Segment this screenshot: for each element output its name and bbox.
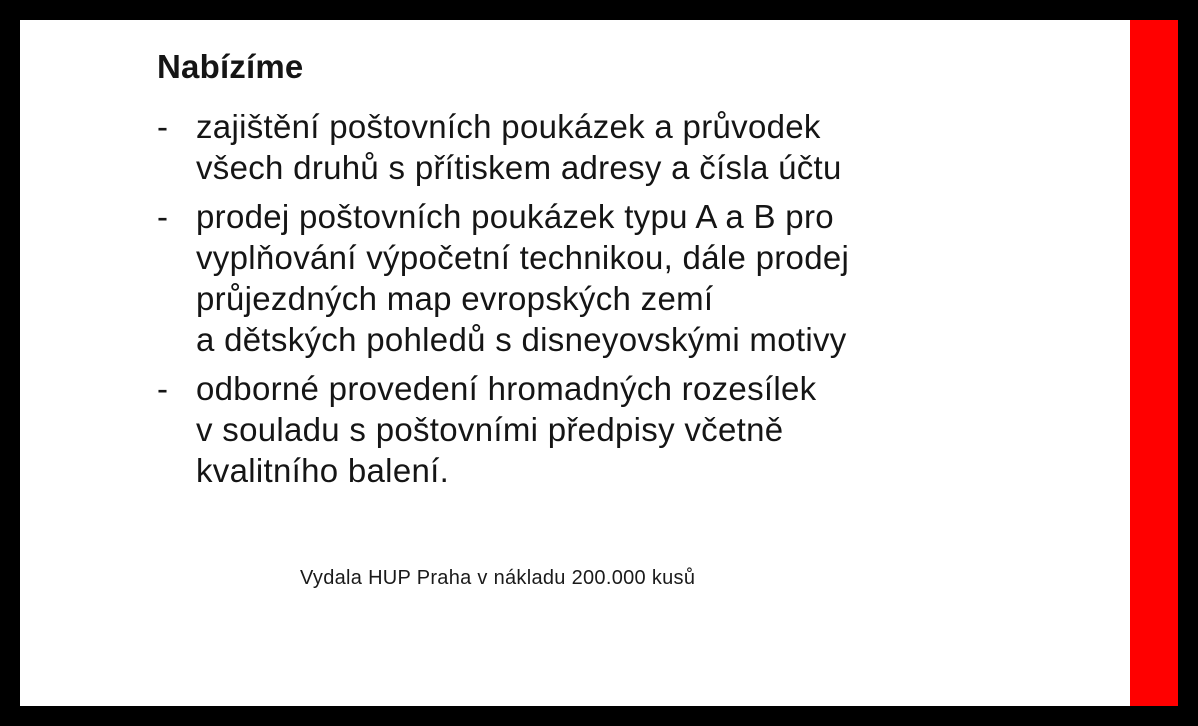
bullet-dash: - [157,198,168,235]
offer-item [157,106,849,188]
offer-line: v souladu s poštovními předpisy včetně [196,411,784,448]
offer-line: vyplňování výpočetní technikou, dále prodej [196,239,850,276]
offer-line: a dětských pohledů s disneyovskými motivy [196,321,847,358]
bullet-dash: - [157,370,168,407]
offer-line: všech druhů s přítiskem adresy a čísla účtu [196,149,842,186]
offer-list [157,106,849,499]
offer-line: kvalitního balení. [196,452,450,489]
publisher-footer: Vydala HUP Praha v nákladu 200.000 kusů [300,567,696,589]
offer-line: zajištění poštovních poukázek a průvodek [196,108,821,145]
offer-line: odborné provedení hromadných rozesílek [196,370,817,407]
offer-line: prodej poštovních poukázek typu A a B pro [196,198,834,235]
offer-item [157,196,849,360]
red-edge-stripe [1130,20,1178,706]
offer-line: průjezdných map evropských zemí [196,280,714,317]
bullet-dash: - [157,108,168,145]
heading: Nabízíme [157,48,304,85]
offer-item [157,368,849,491]
